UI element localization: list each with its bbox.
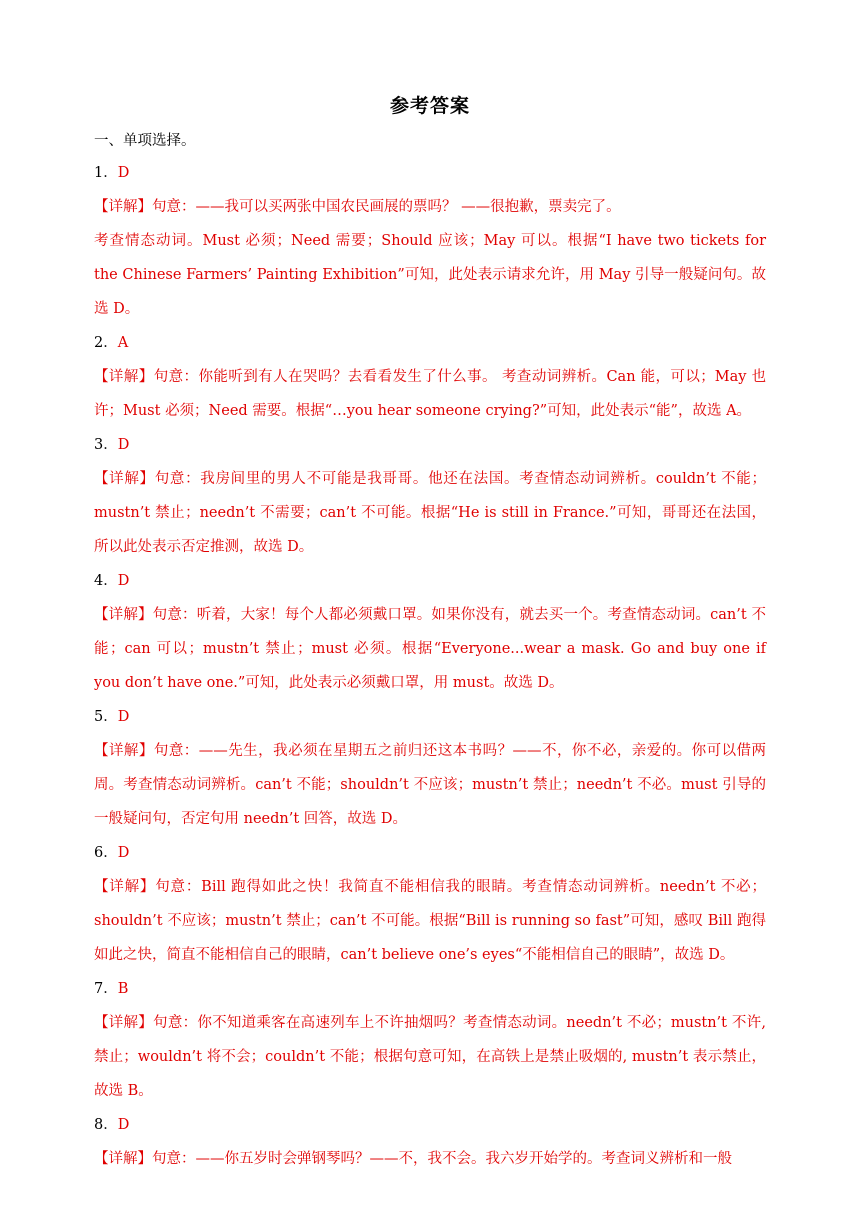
- section-heading: 一、单项选择。: [94, 133, 196, 149]
- question-number-label: 3．: [94, 437, 118, 453]
- question-number: [94, 428, 766, 462]
- question-number: [94, 326, 766, 360]
- question-number: [94, 156, 766, 190]
- answer-explanation: 考查情态动词。Must 必须；Need 需要；Should 应该；May 可以。根据“I have two tickets for the Chinese Farmers’ Painting Exhibition”可知，此处表示请求允许，用 May 引导一般疑问句。故选 D。: [94, 233, 766, 317]
- answer-detail: 【详解】句意：——你五岁时会弹钢琴吗？——不，我不会。我六岁开始学的。考查词义辨析和一般: [94, 1151, 732, 1167]
- answer-detail: 【详解】句意：Bill 跑得如此之快！我简直不能相信我的眼睛。考查情态动词辨析。needn’t 不必；shouldn’t 不应该；mustn’t 禁止；can’t 不可能。根据“Bill is running so fast”可知，感叹 Bill 跑得如此之快，简直不能相信自己的眼睛，can’t believe one’s eyes“不能相信自己的眼睛”，故选 D。: [94, 879, 766, 963]
- question-number-label: 8．: [94, 1117, 118, 1133]
- question-number: [94, 972, 766, 1006]
- answer-detail: 【详解】句意：你不知道乘客在高速列车上不许抽烟吗？考查情态动词。needn’t 不必；mustn’t 不许, 禁止；wouldn’t 将不会；couldn’t 不能；根据句意可知，在高铁上是禁止吸烟的, mustn’t 表示禁止，故选 B。: [94, 1015, 766, 1099]
- answer-item-1: [94, 156, 766, 326]
- answer-item-5: [94, 700, 766, 836]
- answer-item-7: [94, 972, 766, 1108]
- answer-detail: 【详解】句意：听着，大家！每个人都必须戴口罩。如果你没有，就去买一个。考查情态动词。can’t 不能；can 可以；mustn’t 禁止；must 必须。根据“Everyone...wear a mask. Go and buy one if you don’t have one.”可知，此处表示必须戴口罩，用 must。故选 D。: [94, 607, 766, 691]
- question-number-label: 2．: [94, 335, 118, 351]
- question-number: [94, 564, 766, 598]
- page-title: 参考答案: [389, 95, 470, 117]
- answer-detail: 【详解】句意：——先生，我必须在星期五之前归还这本书吗？——不，你不必，亲爱的。你可以借两周。考查情态动词辨析。can’t 不能；shouldn’t 不应该；mustn’t 禁止；needn’t 不必。must 引导的一般疑问句，否定句用 needn’t 回答，故选 D。: [94, 743, 766, 827]
- answer-letter: D: [117, 845, 130, 861]
- answer-detail: 【详解】句意：你能听到有人在哭吗？去看看发生了什么事。 考查动词辨析。Can 能，可以；May 也许；Must 必须；Need 需要。根据“…you hear someone crying?”可知，此处表示“能”，故选 A。: [94, 369, 766, 419]
- question-number-label: 5．: [94, 709, 118, 725]
- answer-item-2: [94, 326, 766, 428]
- answer-item-8: [94, 1108, 766, 1176]
- answer-detail: 【详解】句意：我房间里的男人不可能是我哥哥。他还在法国。考查情态动词辨析。couldn’t 不能；mustn’t 禁止；needn’t 不需要；can’t 不可能。根据“He is still in France.”可知，哥哥还在法国，所以此处表示否定推测，故选 D。: [94, 471, 766, 555]
- answer-letter: D: [117, 437, 130, 453]
- answer-letter: D: [117, 1117, 130, 1133]
- question-number-label: 7．: [94, 981, 118, 997]
- answer-item-3: [94, 428, 766, 564]
- question-number: [94, 836, 766, 870]
- answer-letter: D: [117, 573, 130, 589]
- question-number: [94, 700, 766, 734]
- question-number: [94, 1108, 766, 1142]
- question-number-label: 4．: [94, 573, 118, 589]
- answer-letter: D: [117, 709, 130, 725]
- answer-item-4: [94, 564, 766, 700]
- answer-letter: B: [117, 981, 129, 997]
- question-number-label: 1．: [94, 165, 118, 181]
- answer-detail: 【详解】句意：——我可以买两张中国农民画展的票吗？ ——很抱歉，票卖完了。: [94, 199, 621, 215]
- answer-letter: D: [117, 165, 130, 181]
- answer-letter: A: [117, 335, 129, 351]
- answer-item-6: [94, 836, 766, 972]
- answer-list: [94, 156, 766, 1176]
- question-number-label: 6．: [94, 845, 118, 861]
